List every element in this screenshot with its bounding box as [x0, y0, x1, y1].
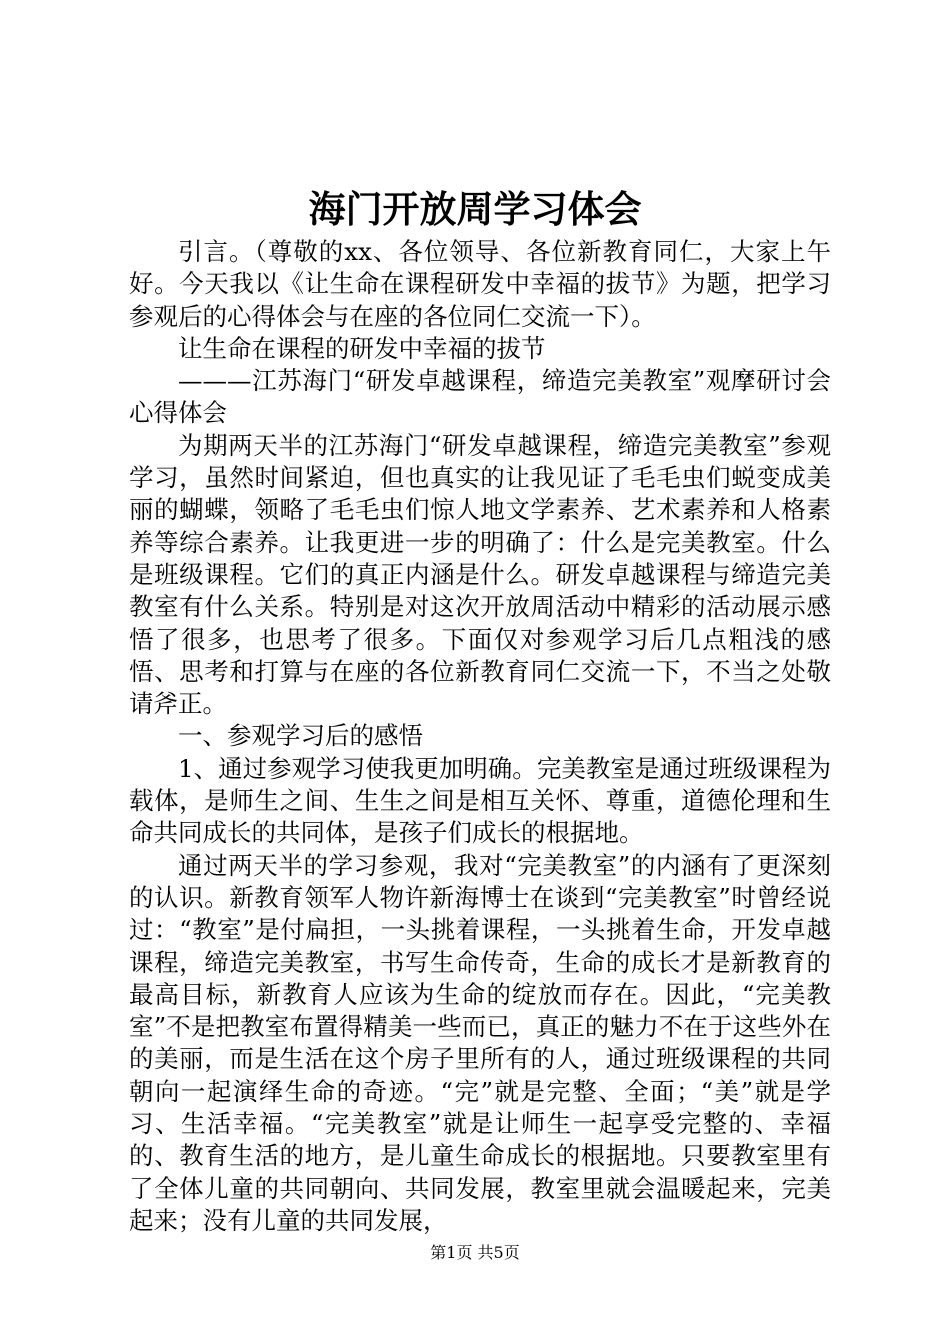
paragraph-body: 通过两天半的学习参观，我对“完美教室”的内涵有了更深刻的认识。新教育领军人物许新海博士在谈到“完美教室”时曾经说过：“教室”是付扁担，一头挑着课程，一头挑着生命，开发卓越课程，缔造完美教室，书写生命传奇，生命的成长才是新教育的最高目标，新教育人应该为生命的绽放而存在。因此，“完美教室”不是把教室布置得精美一些而已，真正的魅力不在于这些外在的美丽，而是生活在这个房子里所有的人，通过班级课程的共同朝向一起演绎生命的奇迹。“完”就是完整、全面；“美”就是学习、生活幸福。“完美教室”就是让师生一起享受完整的、幸福的、教育生活的地方，是儿童生命成长的根据地。只要教室里有了全体儿童的共同朝向、共同发展，教室里就会温暖起来，完美起来；没有儿童的共同发展，	[129, 850, 831, 1235]
document-title: 海门开放周学习体会	[308, 187, 642, 231]
section-heading: 一、参观学习后的感悟	[178, 721, 423, 751]
page-footer: 第1页 共5页	[430, 1243, 520, 1262]
paragraph-point-1: 1、通过参观学习使我更加明确。完美教室是通过班级课程为载体，是师生之间、生生之间是相互关怀、尊重，道德伦理和生命共同成长的共同体，是孩子们成长的根据地。	[129, 753, 831, 848]
paragraph-subheading: ———江苏海门“研发卓越课程，缔造完美教室”观摩研讨会心得体会	[129, 366, 831, 428]
paragraph-body: 为期两天半的江苏海门“研发卓越课程，缔造完美教室”参观学习，虽然时间紧迫，但也真实的让我见证了毛毛虫们蜕变成美丽的蝴蝶，领略了毛毛虫们惊人地文学素养、艺术素养和人格素养等综合素养。让我更进一步的明确了：什么是完美教室。什么是班级课程。它们的真正内涵是什么。研发卓越课程与缔造完美教室有什么关系。特别是对这次开放周活动中精彩的活动展示感悟了很多，也思考了很多。下面仅对参观学习后几点粗浅的感悟、思考和打算与在座的各位新教育同仁交流一下，不当之处敬请斧正。	[129, 430, 831, 719]
paragraph-heading: 让生命在课程的研发中幸福的拔节	[178, 333, 546, 363]
paragraph-intro: 引言。（尊敬的xx、各位领导、各位新教育同仁，大家上午好。今天我以《让生命在课程研发中幸福的拔节》为题，把学习参观后的心得体会与在座的各位同仁交流一下）。	[129, 237, 831, 331]
document-body	[129, 236, 831, 1237]
